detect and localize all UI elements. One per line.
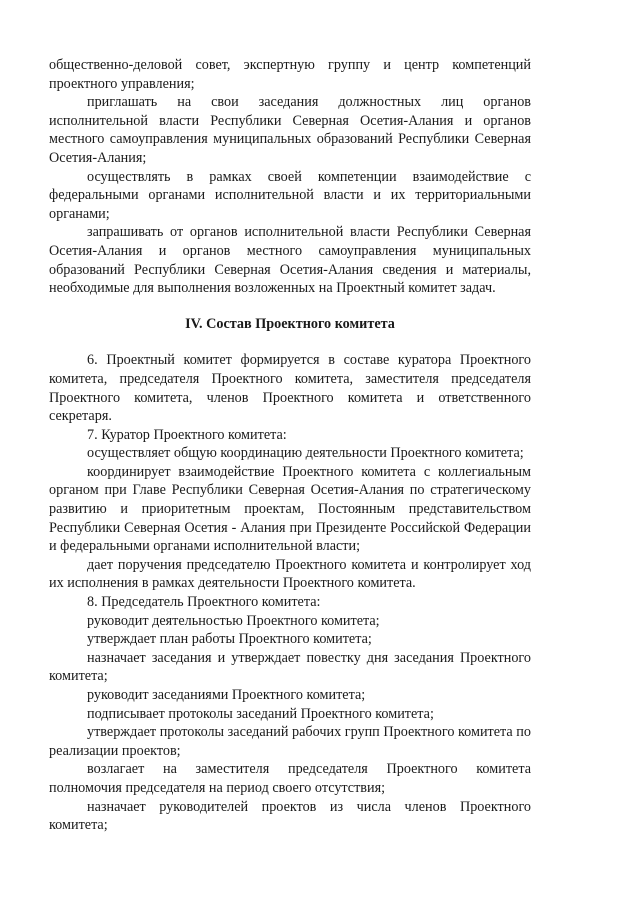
- paragraph: утверждает протоколы заседаний рабочих групп Проектного комитета по реализации проектов;: [49, 724, 531, 759]
- paragraph: назначает руководителей проектов из числа членов Проектного комитета;: [49, 798, 531, 834]
- paragraph: утверждает план работы Проектного комитета;: [87, 631, 372, 648]
- paragraph: приглашать на свои заседания должностных лиц органов исполнительной власти Республики Северная Осетия-Алания и органов местного самоуправления муниципальных образований Республики Северная Осетия-Алания;: [49, 94, 531, 166]
- paragraph: 8. Председатель Проектного комитета:: [87, 594, 321, 611]
- paragraph: дает поручения председателю Проектного комитета и контролирует ход их исполнения в рамках деятельности Проектного комитета.: [49, 556, 531, 592]
- section-heading: IV. Состав Проектного комитета: [185, 315, 395, 332]
- paragraph: 7. Куратор Проектного комитета:: [87, 426, 287, 443]
- paragraph: подписывает протоколы заседаний Проектного комитета;: [87, 705, 434, 722]
- paragraph: осуществлять в рамках своей компетенции взаимодействие с федеральными органами исполнительной власти и их территориальными органами;: [49, 168, 531, 222]
- paragraph: возлагает на заместителя председателя Проектного комитета полномочия председателя на период своего отсутствия;: [49, 761, 531, 796]
- paragraph: руководит заседаниями Проектного комитета;: [87, 687, 366, 703]
- paragraph: осуществляет общую координацию деятельности Проектного комитета;: [87, 445, 524, 462]
- paragraph: 6. Проектный комитет формируется в составе куратора Проектного комитета, председателя Проектного комитета, заместителя председателя Проектного комитета, членов Проектного комитета и ответственного секретаря.: [49, 352, 531, 425]
- paragraph: координирует взаимодействие Проектного комитета с коллегиальным органом при Главе Республики Северная Осетия-Алания по стратегическому развитию и приоритетным проектам, Постоянным представительством Республики Северная Осетия - Алания при Президенте Российской Федерации и федеральными органами исполнительной власти;: [49, 463, 531, 555]
- paragraph: общественно-деловой совет, экспертную группу и центр компетенций проектного управления;: [49, 57, 531, 92]
- paragraph: назначает заседания и утверждает повестку дня заседания Проектного комитета;: [49, 649, 531, 685]
- paragraph: руководит деятельностью Проектного комитета;: [87, 612, 380, 629]
- document-body: [49, 56, 531, 835]
- paragraph: запрашивать от органов исполнительной власти Республики Северная Осетия-Алания и органов местного самоуправления муниципальных образований Республики Северная Осетия-Алания сведения и материалы, необходимые для выполнения возложенных на Проектный комитет задач.: [49, 224, 531, 297]
